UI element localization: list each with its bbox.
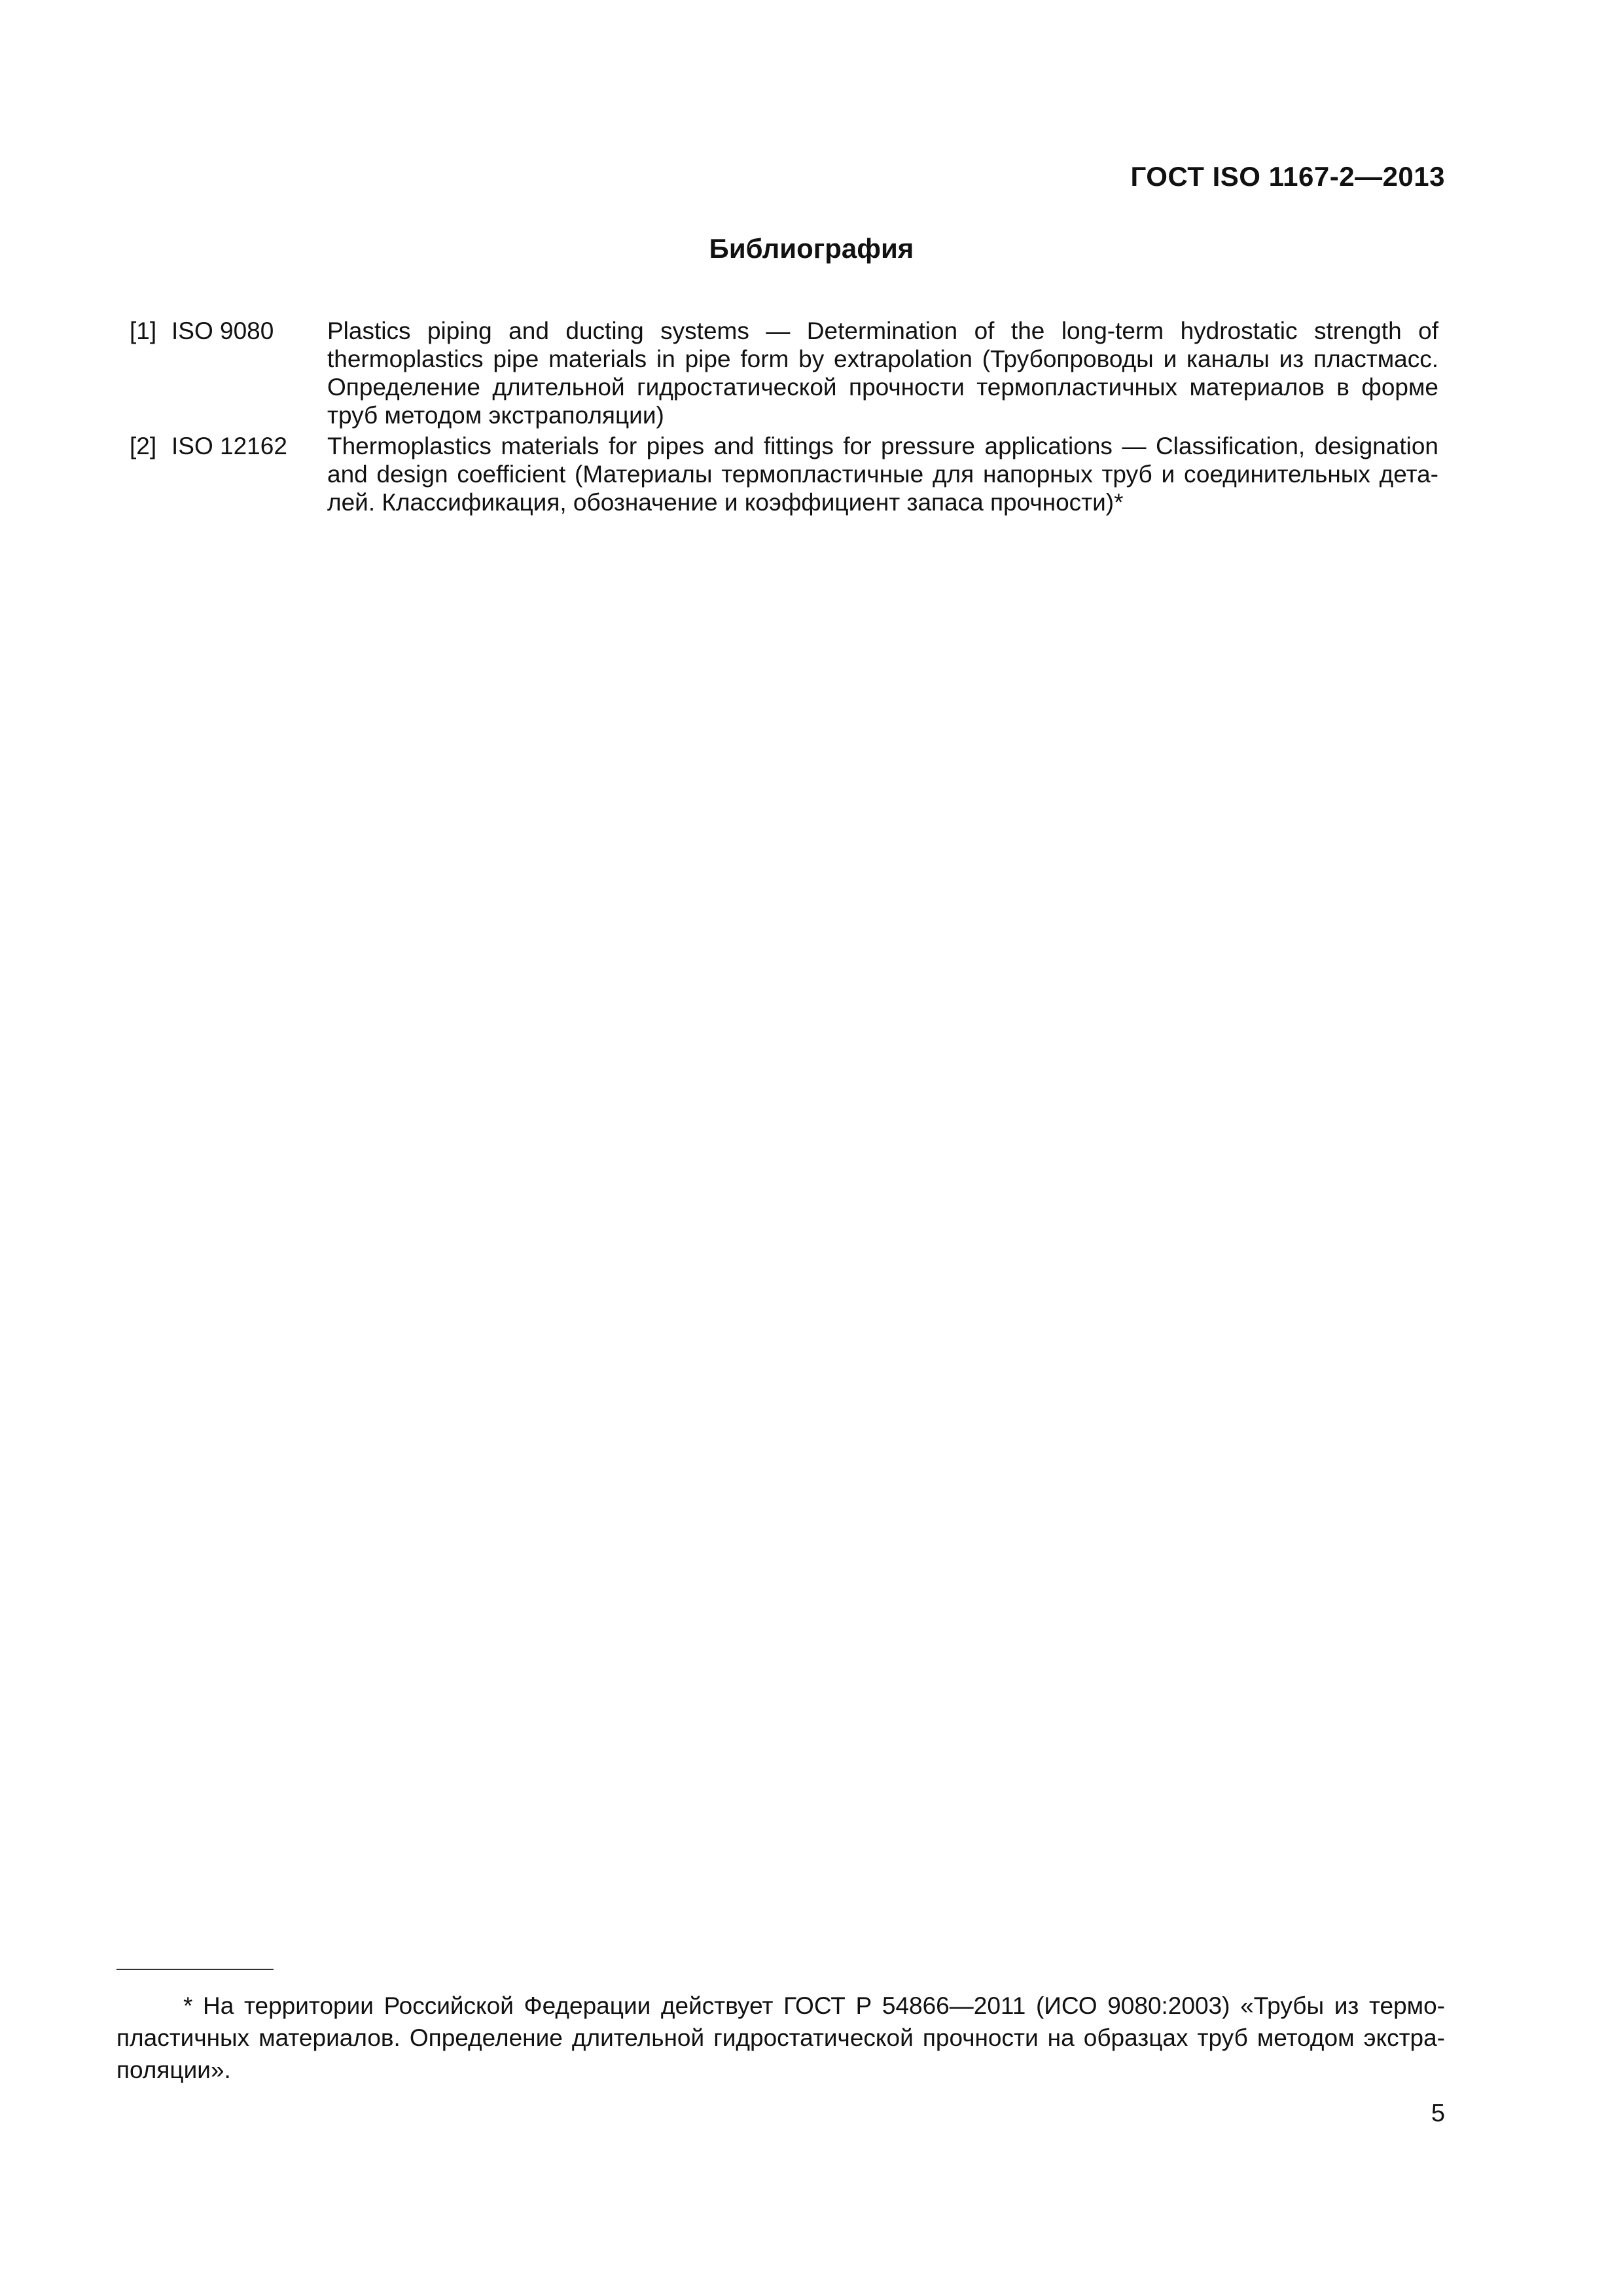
bibliography-entry-title: Thermoplastics materials for pipes and fittings for pressure applications — Classification, designation and design coefficient (Материалы термопластичные для напорных труб и соединительных дета-лей. Классификация, обозначение и коэффициент запаса прочности)*	[327, 433, 1438, 516]
bibliography-entry-number: [1]	[130, 317, 157, 344]
bibliography-entry-number: [2]	[130, 433, 157, 459]
bibliography-entry-label	[130, 432, 327, 516]
bibliography-entry-label	[130, 317, 327, 429]
bibliography-entry-title: Plastics piping and ducting systems — Determination of the long-term hydrostatic strength of thermoplastics pipe materials in pipe form by extrapolation (Трубопроводы и каналы из пластмасс. Определение длительной гидростатической прочности термопластичных материалов в форме труб методом экстраполяции)	[327, 317, 1438, 429]
section-title: Библиография	[709, 233, 914, 264]
document-designation: ГОСТ ISO 1167-2—2013	[1130, 161, 1445, 192]
bibliography-entry-standard: ISO 9080	[171, 317, 274, 344]
footnote: * На территории Российской Федерации действует ГОСТ Р 54866—2011 (ИСО 9080:2003) «Трубы из термо-пластичных материалов. Определение длительной гидростатической прочности на образцах труб методом экстра-поляции».	[116, 1992, 1445, 2083]
footnote-separator	[116, 1969, 274, 1970]
bibliography-list	[130, 317, 1438, 519]
page-number: 5	[1431, 2100, 1445, 2127]
bibliography-entry	[130, 317, 1438, 429]
bibliography-entry	[130, 432, 1438, 516]
bibliography-entry-standard: ISO 12162	[171, 433, 287, 459]
